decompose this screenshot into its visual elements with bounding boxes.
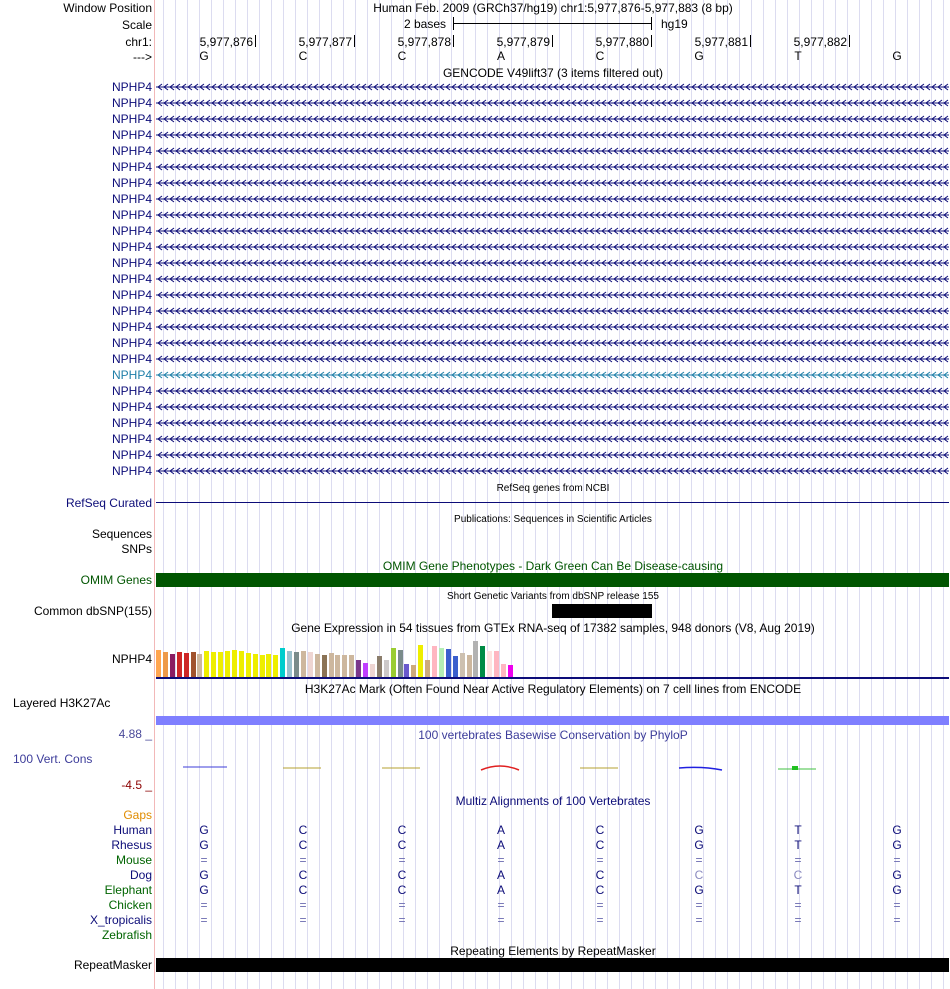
gtex-tissue-bar[interactable] xyxy=(480,646,485,677)
species-label-human[interactable]: Human xyxy=(113,823,152,837)
gtex-tissue-bar[interactable] xyxy=(329,653,334,677)
gencode-transcript[interactable] xyxy=(156,113,949,125)
gtex-tissue-bar[interactable] xyxy=(184,653,189,677)
ruler-base: C xyxy=(298,49,308,63)
alignment-base: G xyxy=(199,883,209,897)
gtex-tissue-bar[interactable] xyxy=(460,653,465,677)
gtex-baseline xyxy=(156,677,949,679)
species-label-mouse[interactable]: Mouse xyxy=(115,853,152,867)
refseq-label[interactable]: RefSeq Curated xyxy=(65,496,152,510)
species-label-chicken[interactable]: Chicken xyxy=(108,898,152,912)
ruler-position-label: 5,977,877 xyxy=(298,35,352,49)
gencode-transcript[interactable] xyxy=(156,129,949,141)
gtex-tissue-bar[interactable] xyxy=(411,665,416,677)
gtex-tissue-bar[interactable] xyxy=(432,646,437,677)
gencode-transcript[interactable] xyxy=(156,81,949,93)
gtex-tissue-bar[interactable] xyxy=(197,654,202,677)
species-label-rhesus[interactable]: Rhesus xyxy=(111,838,152,852)
gtex-tissue-bar[interactable] xyxy=(273,655,278,677)
ruler-position-label: 5,977,878 xyxy=(397,35,451,49)
gencode-transcript[interactable] xyxy=(156,273,949,285)
strand-label: ---> xyxy=(133,50,152,64)
dbsnp-title: Short Genetic Variants from dbSNP release 155 xyxy=(447,591,659,602)
gencode-gene-label[interactable]: NPHP4 xyxy=(111,448,152,462)
gtex-tissue-bar[interactable] xyxy=(211,652,216,677)
gtex-tissue-bar[interactable] xyxy=(163,652,168,677)
alignment-base: A xyxy=(496,823,505,837)
gencode-transcript[interactable] xyxy=(156,209,949,221)
alignment-base: C xyxy=(793,868,803,882)
ruler-tick xyxy=(849,35,850,47)
omim-label[interactable]: OMIM Genes xyxy=(80,573,152,587)
gencode-gene-label[interactable]: NPHP4 xyxy=(111,416,152,430)
gtex-tissue-bar[interactable] xyxy=(156,650,161,677)
alignment-base: C xyxy=(298,868,308,882)
gencode-gene-label[interactable]: NPHP4 xyxy=(111,128,152,142)
gtex-tissue-bar[interactable] xyxy=(225,651,230,677)
alignment-base: = xyxy=(497,853,505,867)
ruler-position-label: 5,977,880 xyxy=(595,35,649,49)
gtex-tissue-bar[interactable] xyxy=(425,660,430,677)
phylop-min: -4.5 _ xyxy=(121,778,152,792)
gtex-tissue-bar[interactable] xyxy=(391,648,396,677)
gencode-gene-label[interactable]: NPHP4 xyxy=(111,160,152,174)
gtex-tissue-bar[interactable] xyxy=(246,653,251,677)
gencode-gene-label[interactable]: NPHP4 xyxy=(111,368,152,382)
h3k27ac-title: H3K27Ac Mark (Often Found Near Active Regulatory Elements) on 7 cell lines from ENCODE xyxy=(304,682,802,696)
gencode-title: GENCODE V49lift37 (3 items filtered out) xyxy=(442,66,664,80)
alignment-base: = xyxy=(200,913,208,927)
alignment-base: = xyxy=(596,913,604,927)
alignment-base: = xyxy=(497,913,505,927)
gencode-gene-label[interactable]: NPHP4 xyxy=(111,432,152,446)
ruler-position-label: 5,977,879 xyxy=(496,35,550,49)
gencode-transcript[interactable] xyxy=(156,177,949,189)
gtex-tissue-bar[interactable] xyxy=(508,665,513,677)
window-position-text[interactable]: Human Feb. 2009 (GRCh37/hg19) chr1:5,977,876-5,977,883 (8 bp) xyxy=(373,1,733,15)
gencode-gene-label[interactable]: NPHP4 xyxy=(111,272,152,286)
ruler-position-label: 5,977,881 xyxy=(694,35,748,49)
gencode-gene-label[interactable]: NPHP4 xyxy=(111,256,152,270)
gtex-tissue-bar[interactable] xyxy=(377,656,382,677)
gtex-tissue-bar[interactable] xyxy=(204,651,209,677)
species-label-elephant[interactable]: Elephant xyxy=(104,883,152,897)
gtex-tissue-bar[interactable] xyxy=(218,652,223,677)
gtex-tissue-bar[interactable] xyxy=(301,651,306,677)
gtex-tissue-bar[interactable] xyxy=(280,648,285,677)
gencode-transcript[interactable] xyxy=(156,225,949,237)
gencode-transcript[interactable] xyxy=(156,145,949,157)
gtex-tissue-bar[interactable] xyxy=(418,645,423,677)
gtex-tissue-bar[interactable] xyxy=(253,654,258,677)
gtex-tissue-bar[interactable] xyxy=(349,655,354,677)
omim-gene-bar[interactable] xyxy=(156,573,949,587)
repeat-bar[interactable] xyxy=(156,958,949,972)
dbsnp-label[interactable]: Common dbSNP(155) xyxy=(33,604,152,618)
alignment-base: G xyxy=(892,883,902,897)
gtex-tissue-bar[interactable] xyxy=(404,664,409,677)
phylop-label[interactable]: 100 Vert. Cons xyxy=(13,752,93,766)
alignment-base: = xyxy=(299,853,307,867)
gtex-tissue-bar[interactable] xyxy=(308,652,313,677)
gtex-tissue-bar[interactable] xyxy=(260,655,265,677)
alignment-base: A xyxy=(496,838,505,852)
gencode-gene-label[interactable]: NPHP4 xyxy=(111,352,152,366)
alignment-base: G xyxy=(892,838,902,852)
repeat-label[interactable]: RepeatMasker xyxy=(73,958,152,972)
gencode-transcript[interactable] xyxy=(156,401,949,413)
pubs-snps-label[interactable]: SNPs xyxy=(121,542,152,556)
alignment-base: = xyxy=(200,853,208,867)
scale-text: 2 bases xyxy=(404,17,447,31)
gencode-transcript[interactable] xyxy=(156,433,949,445)
dbsnp-variant[interactable] xyxy=(552,604,652,618)
gtex-tissue-bar[interactable] xyxy=(191,652,196,677)
alignment-base: C xyxy=(298,823,308,837)
repeat-title: Repeating Elements by RepeatMasker xyxy=(450,944,656,958)
alignment-base: C xyxy=(298,883,308,897)
alignment-base: C xyxy=(397,883,407,897)
gtex-tissue-bar[interactable] xyxy=(446,649,451,677)
refseq-title: RefSeq genes from NCBI xyxy=(496,483,610,494)
alignment-base: T xyxy=(794,883,802,897)
gtex-tissue-bar[interactable] xyxy=(335,655,340,677)
alignment-base: C xyxy=(694,868,704,882)
gtex-tissue-bar[interactable] xyxy=(315,654,320,677)
chr-label: chr1: xyxy=(125,35,152,49)
gencode-gene-label[interactable]: NPHP4 xyxy=(111,464,152,478)
alignment-base: C xyxy=(298,838,308,852)
alignment-base: A xyxy=(496,883,505,897)
alignment-base: = xyxy=(299,913,307,927)
alignment-base: = xyxy=(695,913,703,927)
alignment-base: = xyxy=(497,898,505,912)
gencode-gene-label[interactable]: NPHP4 xyxy=(111,304,152,318)
gtex-tissue-bar[interactable] xyxy=(384,660,389,677)
alignment-base: T xyxy=(794,838,802,852)
gtex-tissue-bar[interactable] xyxy=(453,656,458,677)
refseq-line[interactable] xyxy=(156,502,949,503)
ruler-base: T xyxy=(794,49,802,63)
alignment-base: = xyxy=(596,853,604,867)
gencode-gene-label[interactable]: NPHP4 xyxy=(111,336,152,350)
alignment-base: G xyxy=(199,823,209,837)
gtex-tissue-bar[interactable] xyxy=(487,651,492,677)
alignment-base: = xyxy=(794,913,802,927)
gtex-tissue-bar[interactable] xyxy=(467,655,472,677)
gencode-gene-label[interactable]: NPHP4 xyxy=(111,144,152,158)
gencode-gene-label[interactable]: NPHP4 xyxy=(111,224,152,238)
ruler-base: A xyxy=(496,49,505,63)
ruler-base: C xyxy=(397,49,407,63)
gencode-gene-label[interactable]: NPHP4 xyxy=(111,112,152,126)
gencode-gene-label[interactable]: NPHP4 xyxy=(111,176,152,190)
scale-label: Scale xyxy=(121,18,152,32)
alignment-base: G xyxy=(892,868,902,882)
gtex-tissue-bar[interactable] xyxy=(501,664,506,677)
gtex-chart[interactable] xyxy=(156,636,949,677)
window-position-label: Window Position xyxy=(63,1,152,15)
alignment-base: C xyxy=(595,883,605,897)
gencode-transcript[interactable] xyxy=(156,241,949,253)
alignment-base: C xyxy=(595,868,605,882)
pubs-sequences-label[interactable]: Sequences xyxy=(91,527,152,541)
alignment-base: = xyxy=(398,853,406,867)
gtex-tissue-bar[interactable] xyxy=(266,654,271,677)
alignment-base: = xyxy=(794,853,802,867)
omim-title: OMIM Gene Phenotypes - Dark Green Can Be Disease-causing xyxy=(382,559,724,573)
ruler-base: G xyxy=(199,49,209,63)
ruler-base: G xyxy=(694,49,704,63)
gencode-gene-label[interactable]: NPHP4 xyxy=(111,320,152,334)
phylop-signal[interactable] xyxy=(156,760,950,776)
gencode-gene-label[interactable]: NPHP4 xyxy=(111,208,152,222)
alignment-base: C xyxy=(595,823,605,837)
gencode-transcript[interactable] xyxy=(156,321,949,333)
gtex-tissue-bar[interactable] xyxy=(239,651,244,677)
pubs-title: Publications: Sequences in Scientific Articles xyxy=(454,514,652,525)
alignment-base: T xyxy=(794,823,802,837)
gtex-tissue-bar[interactable] xyxy=(370,664,375,677)
gtex-label[interactable]: NPHP4 xyxy=(111,652,152,666)
alignment-base: G xyxy=(892,823,902,837)
multiz-title: Multiz Alignments of 100 Vertebrates xyxy=(455,794,651,808)
gtex-tissue-bar[interactable] xyxy=(494,651,499,677)
gaps-label[interactable]: Gaps xyxy=(123,808,152,822)
species-label-zebrafish[interactable]: Zebrafish xyxy=(101,928,152,942)
alignment-base: = xyxy=(596,898,604,912)
gtex-tissue-bar[interactable] xyxy=(356,660,361,677)
species-label-dog[interactable]: Dog xyxy=(129,868,152,882)
ruler-tick xyxy=(552,35,553,47)
gtex-tissue-bar[interactable] xyxy=(232,650,237,677)
ruler-position-label: 5,977,882 xyxy=(793,35,847,49)
ruler-tick xyxy=(255,35,256,47)
alignment-base: A xyxy=(496,868,505,882)
h3k27ac-label[interactable]: Layered H3K27Ac xyxy=(13,696,111,710)
assembly-label: hg19 xyxy=(661,17,688,31)
gtex-tissue-bar[interactable] xyxy=(398,650,403,677)
alignment-base: G xyxy=(199,868,209,882)
alignment-base: G xyxy=(694,823,704,837)
gencode-gene-label[interactable]: NPHP4 xyxy=(111,80,152,94)
gtex-tissue-bar[interactable] xyxy=(170,654,175,677)
gtex-tissue-bar[interactable] xyxy=(363,663,368,677)
alignment-base: C xyxy=(397,823,407,837)
gencode-transcript[interactable] xyxy=(156,369,949,381)
alignment-base: C xyxy=(397,838,407,852)
gencode-transcript[interactable] xyxy=(156,305,949,317)
gencode-gene-label[interactable]: NPHP4 xyxy=(111,192,152,206)
gencode-transcript[interactable] xyxy=(156,385,949,397)
alignment-base: G xyxy=(199,838,209,852)
alignment-base: = xyxy=(893,913,901,927)
gencode-transcript[interactable] xyxy=(156,289,949,301)
gtex-tissue-bar[interactable] xyxy=(322,655,327,677)
ruler-position-label: 5,977,876 xyxy=(199,35,253,49)
gencode-transcript[interactable] xyxy=(156,353,949,365)
ruler-base: G xyxy=(892,49,902,63)
alignment-base: G xyxy=(694,883,704,897)
species-label-x_tropicalis[interactable]: X_tropicalis xyxy=(89,913,152,927)
gencode-transcript[interactable] xyxy=(156,257,949,269)
ruler-tick xyxy=(354,35,355,47)
gtex-tissue-bar[interactable] xyxy=(287,651,292,677)
alignment-base: C xyxy=(595,838,605,852)
alignment-base: = xyxy=(893,898,901,912)
alignment-base: = xyxy=(893,853,901,867)
phylop-max: 4.88 _ xyxy=(118,727,152,741)
phylop-title: 100 vertebrates Basewise Conservation by PhyloP xyxy=(418,728,688,742)
alignment-base: = xyxy=(398,898,406,912)
gencode-transcript[interactable] xyxy=(156,161,949,173)
ruler-tick xyxy=(750,35,751,47)
gtex-tissue-bar[interactable] xyxy=(294,652,299,677)
alignment-base: = xyxy=(695,853,703,867)
gencode-gene-label[interactable]: NPHP4 xyxy=(111,240,152,254)
gencode-gene-label[interactable]: NPHP4 xyxy=(111,384,152,398)
gtex-tissue-bar[interactable] xyxy=(177,652,182,677)
alignment-base: = xyxy=(200,898,208,912)
gencode-transcript[interactable] xyxy=(156,337,949,349)
alignment-base: = xyxy=(299,898,307,912)
h3k27ac-signal[interactable] xyxy=(156,716,949,725)
alignment-base: = xyxy=(794,898,802,912)
gencode-transcript[interactable] xyxy=(156,417,949,429)
gencode-transcript[interactable] xyxy=(156,97,949,109)
gencode-gene-label[interactable]: NPHP4 xyxy=(111,288,152,302)
alignment-base: G xyxy=(694,838,704,852)
gencode-gene-label[interactable]: NPHP4 xyxy=(111,400,152,414)
ruler-tick xyxy=(651,35,652,47)
gtex-tissue-bar[interactable] xyxy=(342,655,347,677)
ruler-tick xyxy=(453,35,454,47)
gtex-title: Gene Expression in 54 tissues from GTEx RNA-seq of 17382 samples, 948 donors (V8, Aug 2019) xyxy=(291,621,815,635)
alignment-base: C xyxy=(397,868,407,882)
gtex-tissue-bar[interactable] xyxy=(473,641,478,677)
gencode-gene-label[interactable]: NPHP4 xyxy=(111,96,152,110)
gencode-transcript[interactable] xyxy=(156,465,949,477)
gtex-tissue-bar[interactable] xyxy=(439,648,444,677)
alignment-base: = xyxy=(695,898,703,912)
gencode-transcript[interactable] xyxy=(156,193,949,205)
alignment-base: = xyxy=(398,913,406,927)
gencode-transcript[interactable] xyxy=(156,449,949,461)
ruler-base: C xyxy=(595,49,605,63)
label-divider xyxy=(154,0,155,989)
